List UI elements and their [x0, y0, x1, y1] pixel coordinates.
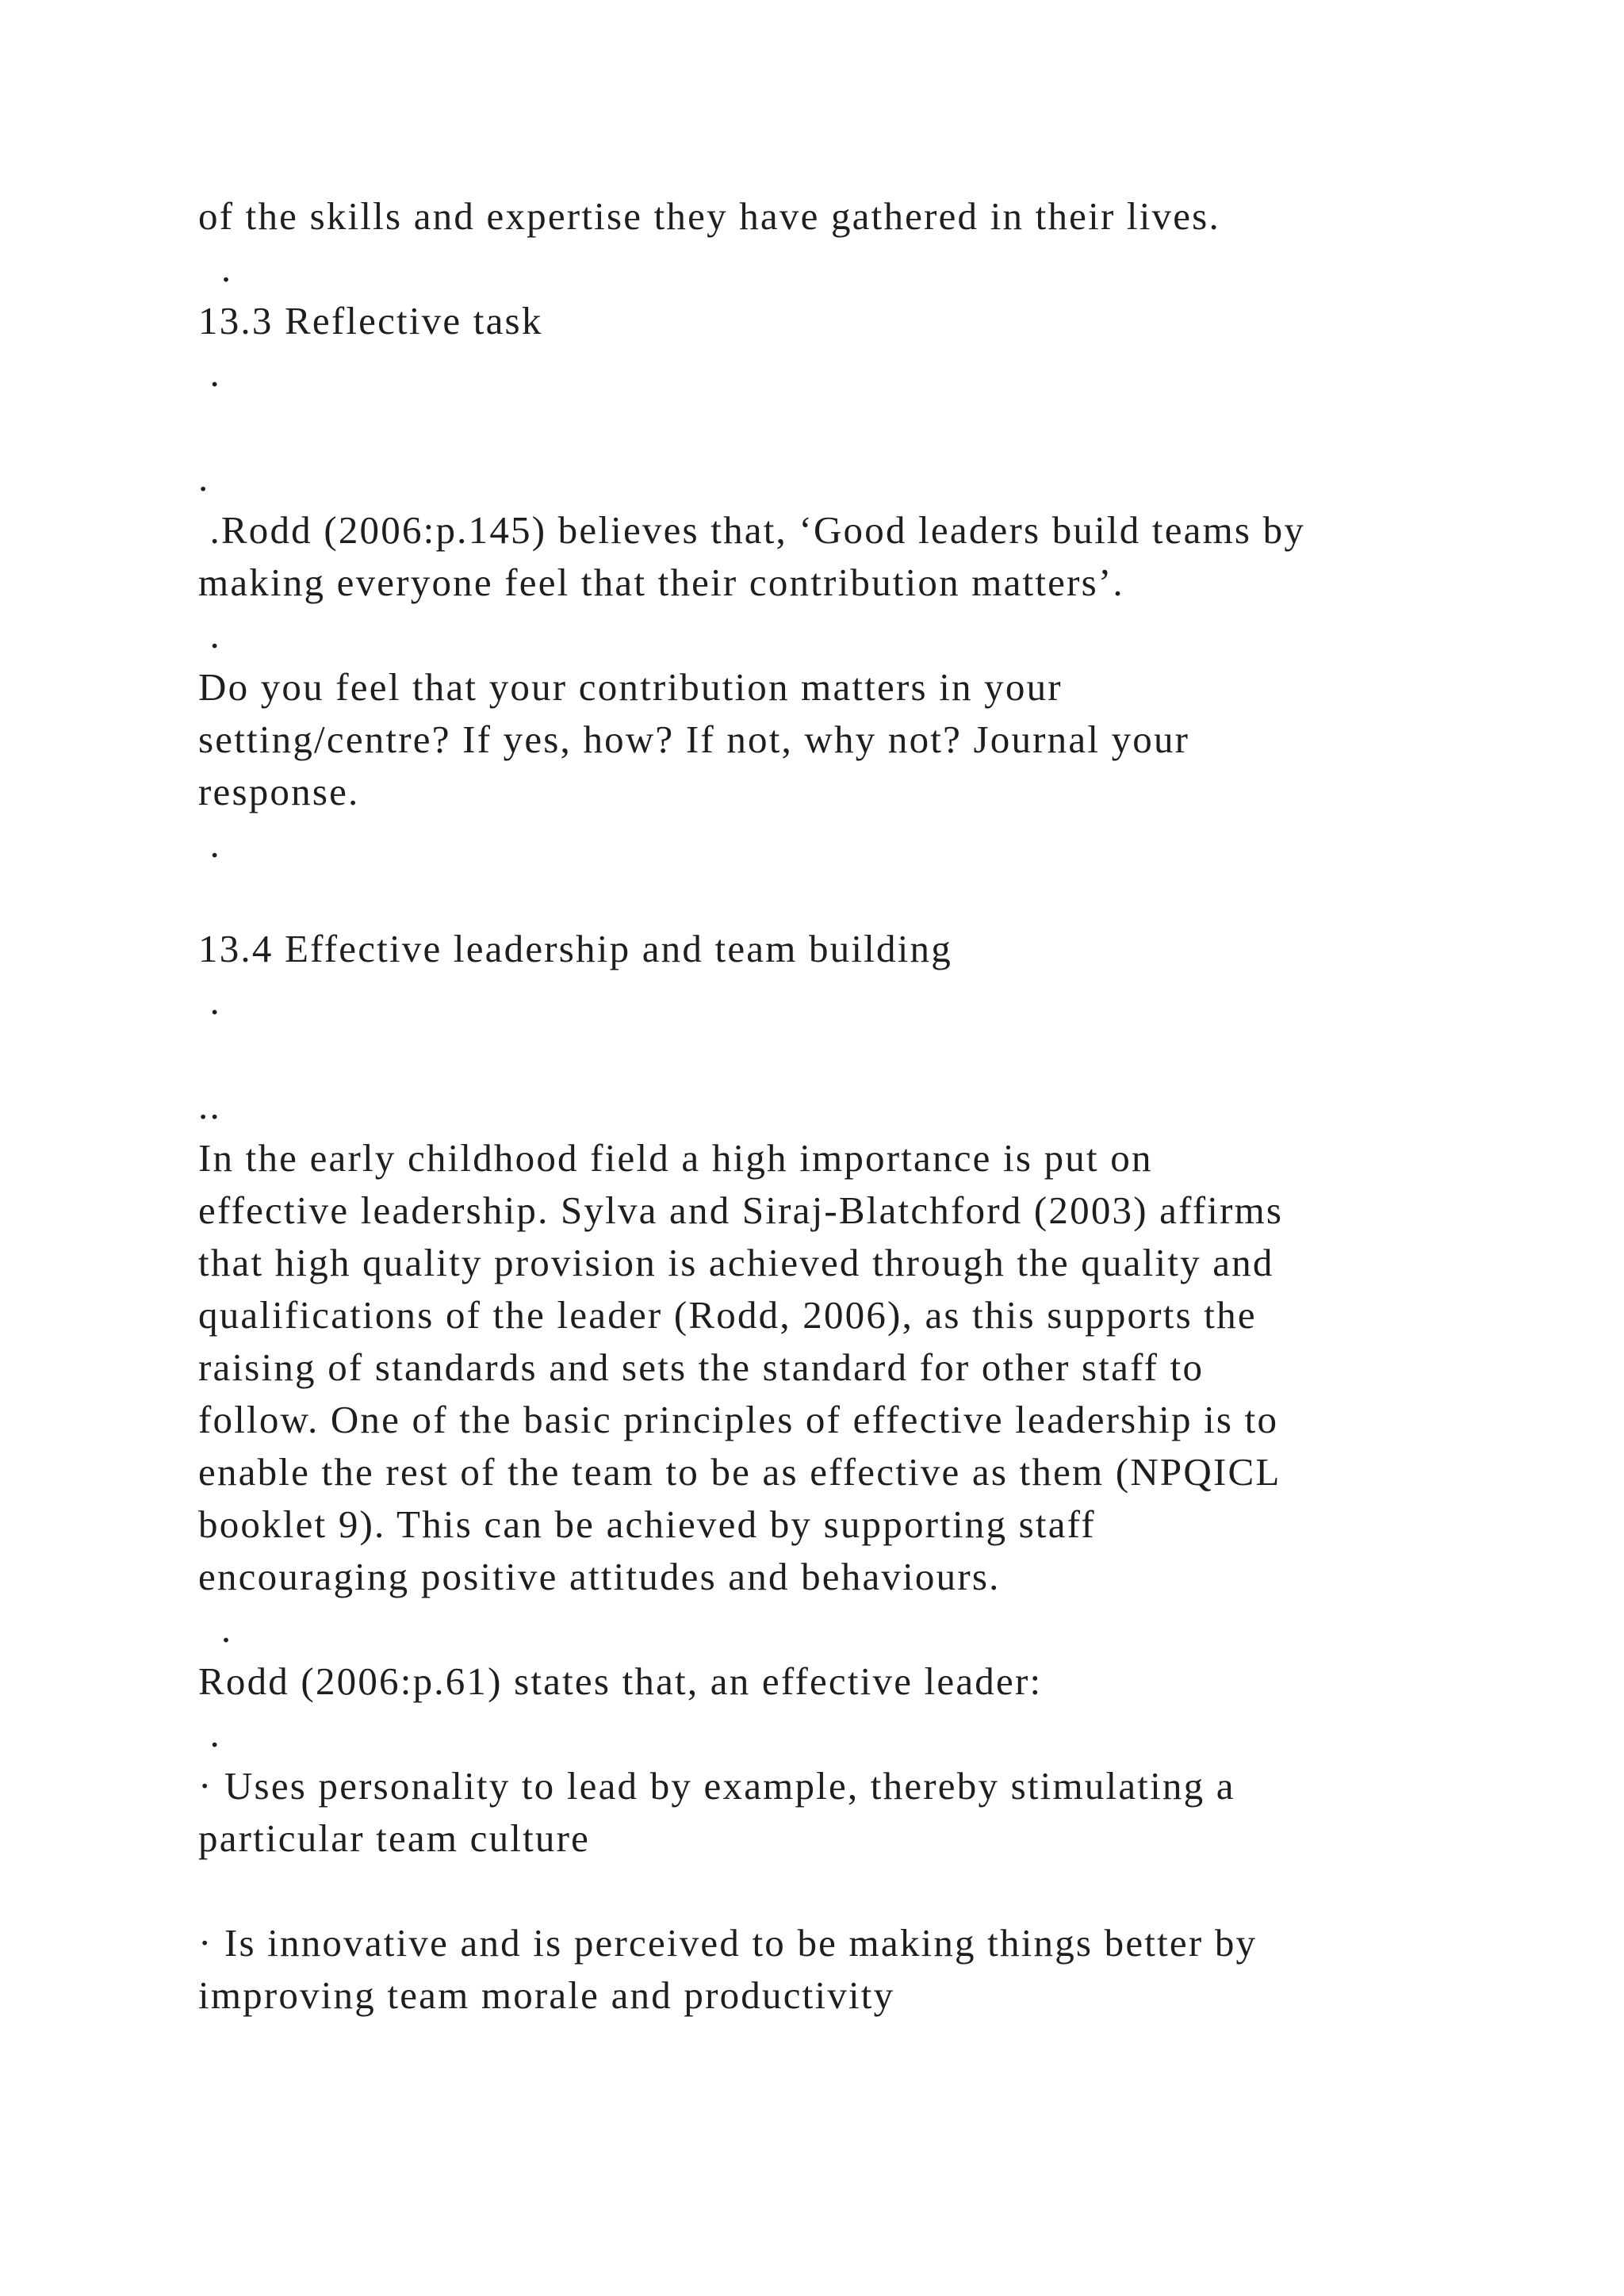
text-line: of the skills and expertise they have gathered in their lives. — [198, 194, 1220, 238]
blank-line — [198, 871, 1499, 923]
text-line: . — [198, 351, 221, 395]
document-body — [198, 190, 1499, 2022]
text-line: . — [198, 613, 221, 656]
text-line: In the early childhood field a high importance is put on — [198, 1136, 1153, 1180]
text-line: .Rodd (2006:p.145) believes that, ‘Good leaders build teams by — [198, 508, 1306, 552]
text-line: . — [198, 822, 221, 866]
text-line: that high quality provision is achieved through the quality and — [198, 1241, 1274, 1284]
text-line: . — [198, 979, 221, 1023]
section-heading: 13.3 Reflective task — [198, 299, 543, 342]
blank-line — [198, 1027, 1499, 1080]
text-line: particular team culture — [198, 1816, 591, 1860]
text-line: . — [198, 247, 233, 290]
text-line: response. — [198, 770, 360, 813]
text-line: follow. One of the basic principles of effective leadership is to — [198, 1398, 1279, 1441]
section-heading: 13.4 Effective leadership and team building — [198, 927, 952, 970]
text-line: qualifications of the leader (Rodd, 2006), as this supports the — [198, 1293, 1257, 1337]
text-line: Rodd (2006:p.61) states that, an effective leader: — [198, 1659, 1043, 1703]
text-line: . — [198, 1607, 233, 1651]
text-line: effective leadership. Sylva and Siraj-Blatchford (2003) affirms — [198, 1188, 1284, 1232]
text-line: improving team morale and productivity — [198, 1973, 895, 2017]
text-line: enable the rest of the team to be as effective as them (NPQICL — [198, 1450, 1281, 1494]
text-line: encouraging positive attitudes and behaviours. — [198, 1555, 1001, 1598]
text-line: raising of standards and sets the standard for other staff to — [198, 1345, 1205, 1389]
text-line: setting/centre? If yes, how? If not, why not? Journal your — [198, 718, 1190, 761]
blank-line — [198, 400, 1499, 452]
text-line: Do you feel that your contribution matters in your — [198, 665, 1063, 709]
text-line: booklet 9). This can be achieved by supporting staff — [198, 1502, 1096, 1546]
text-line: .. — [198, 1084, 221, 1127]
blank-line — [198, 1865, 1499, 1917]
text-line: . — [198, 456, 210, 499]
text-line: making everyone feel that their contribution matters’. — [198, 561, 1124, 604]
bullet-item: · Uses personality to lead by example, thereby stimulating a — [198, 1764, 1235, 1808]
bullet-item: · Is innovative and is perceived to be making things better by — [198, 1921, 1258, 1965]
text-line: . — [198, 1712, 221, 1755]
